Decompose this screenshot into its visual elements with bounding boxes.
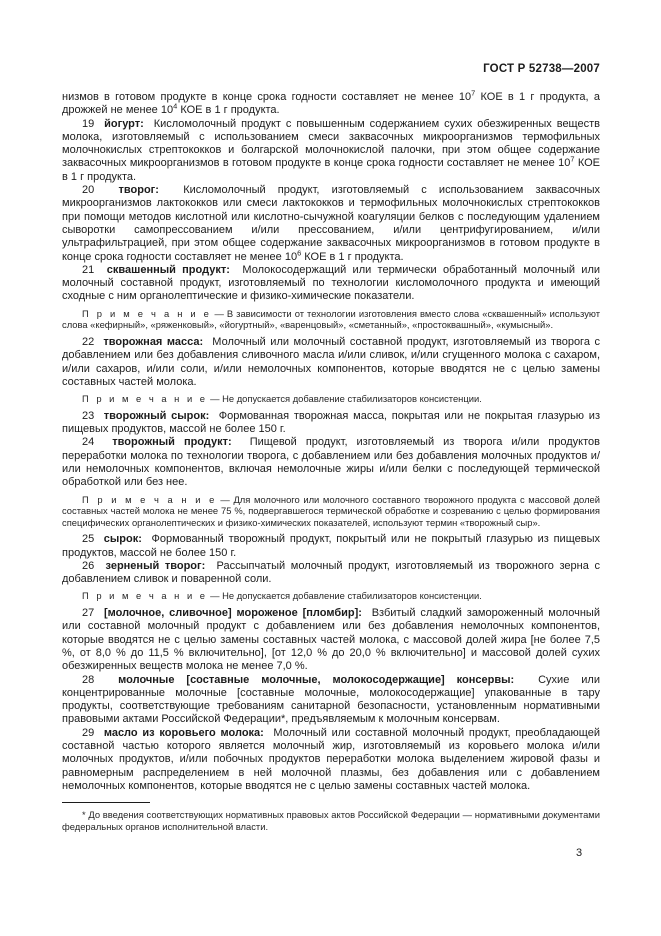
page-number: 3 <box>576 847 583 859</box>
term-definition-29: 29 масло из коровьего молока: Молочный или составной молочный продукт, преобладающей составной частью которого является молочный жир, изготовляемый из коровьего молока и/или молочных продуктов, и/или побочных продуктов переработки молока выделением жировой фазы и равномерным распределением в ней молочной плазмы, без добавления или с добавлением немолочных компонентов, которые вводятся не с целью замены составных частей молока. <box>62 726 600 792</box>
term-definition-23: 23 творожный сырок: Формованная творожная масса, покрытая или не покрытая глазурью из пищевых продуктов, массой не более 150 г. <box>62 409 601 436</box>
document-body <box>62 88 601 832</box>
term-label: йогурт: <box>104 117 144 130</box>
term-label: сквашенный продукт: <box>106 263 230 276</box>
term-label: масло из коровьего молока: <box>103 726 264 739</box>
term-label: сырок: <box>103 533 142 546</box>
term-label: творожный сырок: <box>103 409 210 422</box>
continued-paragraph: низмов в готовом продукте в конце срока годности составляет не менее $10^7$ КОЕ в 1 г продукта, а дрожжей не менее $10^4$ КОЕ в 1 г продукта. <box>62 88 600 117</box>
note-paragraph: П р и м е ч а н и е — Не допускается добавление стабилизаторов консистенции. <box>82 393 482 405</box>
note-paragraph: П р и м е ч а н и е — Не допускается добавление стабилизаторов консистенции. <box>82 590 482 602</box>
term-definition-21: 21 сквашенный продукт: Молокосодержащий или термически обработанный молочный или молочный составной продукт, изготовляемый по технологии кисломолочного продукта и имеющий сходные с ним органолептические и физико-химические показатели. <box>62 263 601 303</box>
term-definition-20: 20 творог: Кисломолочный продукт, изготовляемый с использованием заквасочных микроорганизмов лактококков или смеси лактококков и термофильных молочнокислых стрептококков при помощи методов кислотной или кислотно-сычужной коагуляции белков с последующим удалением сыворотки самопрессованием и/или прессованием, и/или центрифугированием, и/или ультрафильтрацией, при этом общее содержание заквасочных микроорганизмов в готовом продукте в конце срока годности составляет не менее $10^6$ КОЕ в 1 г продукта. <box>62 184 600 263</box>
term-definition-27: 27 [молочное, сливочное] мороженое [пломбир]: Взбитый сладкий замороженный молочный или составной молочный продукт с добавлением или без добавления немолочных компонентов, которые вводятся не с целью замены составных частей молока, с массовой долей жира [не более 7,5 %, от 8,0 % до 11,5 % включительно], [от 12,0 % до 20,0 % включительно] и массовой долей сухих обезжиренных веществ молока не менее 7,0 %. <box>62 607 600 673</box>
term-definition-22: 22 творожная масса: Молочный или молочный составной продукт, изготовляемый из творога с добавлением или без добавления сливочного масла и/или сливок, и/или сгущенного молока с сахаром, и/или сахаров, и/или соли, и/или немолочных компонентов, которые вводятся не с целью замены составных частей молока. <box>62 335 601 388</box>
term-definition-24: 24 творожный продукт: Пищевой продукт, изготовляемый из творога и/или продуктов переработки молока по технологии творога, с добавлением или без добавления молочных продуктов и/или немолочных компонентов, включая немолочные жиры и/или белки с последующей термической обработкой или без нее. <box>62 436 600 489</box>
term-definition-26: 26 зерненый творог: Рассыпчатый молочный продукт, изготовляемый из творожного зерна с добавлением сливок и поваренной соли. <box>62 559 600 586</box>
note-label: П р и м е ч а н и е <box>82 393 208 405</box>
footnote-block <box>62 802 600 832</box>
term-definition-28: 28 молочные [составные молочные, молокосодержащие] консервы: Сухие или концентрированные молочные [составные молочные, молокосодержащие] упакованные в тару продукты, соответствующие требованиям санитарной безопасности, установленным нормативными правовыми актами Российской Федерации*, предъявляемым к молочным консервам. <box>62 673 600 726</box>
term-label: [молочное, сливочное] мороженое [пломбир]: <box>103 607 362 620</box>
term-label: творог: <box>118 184 159 197</box>
footnote-text: * До введения соответствующих нормативных правовых актов Российской Федерации — нормативными документами федеральных органов исполнительной власти. <box>62 809 600 832</box>
term-label: зерненый творог: <box>105 559 206 572</box>
term-definition-25: 25 сырок: Формованный творожный продукт, покрытый или не покрытый глазурью из пищевых продуктов, массой не более 150 г. <box>62 533 600 559</box>
term-label: творожная масса: <box>103 335 204 348</box>
note-label: П р и м е ч а н и е <box>82 307 212 319</box>
note-label: П р и м е ч а н и е <box>82 493 217 505</box>
document-code-header: ГОСТ Р 52738—2007 <box>483 63 600 75</box>
term-label: творожный продукт: <box>112 436 232 449</box>
footnote-rule <box>62 802 150 803</box>
note-paragraph: П р и м е ч а н и е — Для молочного или молочного составного творожного продукта с массовой долей составных частей молока не менее 75 %, подвергавшегося термической обработке и созреванию с целью формирования специфических органолептических и физико-химических показателей, используют термин «творожный сыр». <box>62 493 600 528</box>
term-label: молочные [составные молочные, молокосодержащие] консервы: <box>118 673 515 686</box>
term-definition-19: 19 йогурт: Кисломолочный продукт с повышенным содержанием сухих обезжиренных веществ молока, изготовляемый с использованием смеси заквасочных микроорганизмов термофильных молочнокислых стрептококков и болгарской молочнокислой палочки, при этом общее содержание заквасочных микроорганизмов в готовом продукте в конце срока годности составляет не менее $10^7$ КОЕ в 1 г продукта. <box>62 117 600 183</box>
note-label: П р и м е ч а н и е <box>82 590 208 602</box>
note-paragraph: П р и м е ч а н и е — В зависимости от технологии изготовления вместо слова «сквашенный» используют слова «кефирный», «ряженковый», «йогуртный», «варенцовый», «сметанный», «простоквашный», «кумысный». <box>62 307 600 331</box>
